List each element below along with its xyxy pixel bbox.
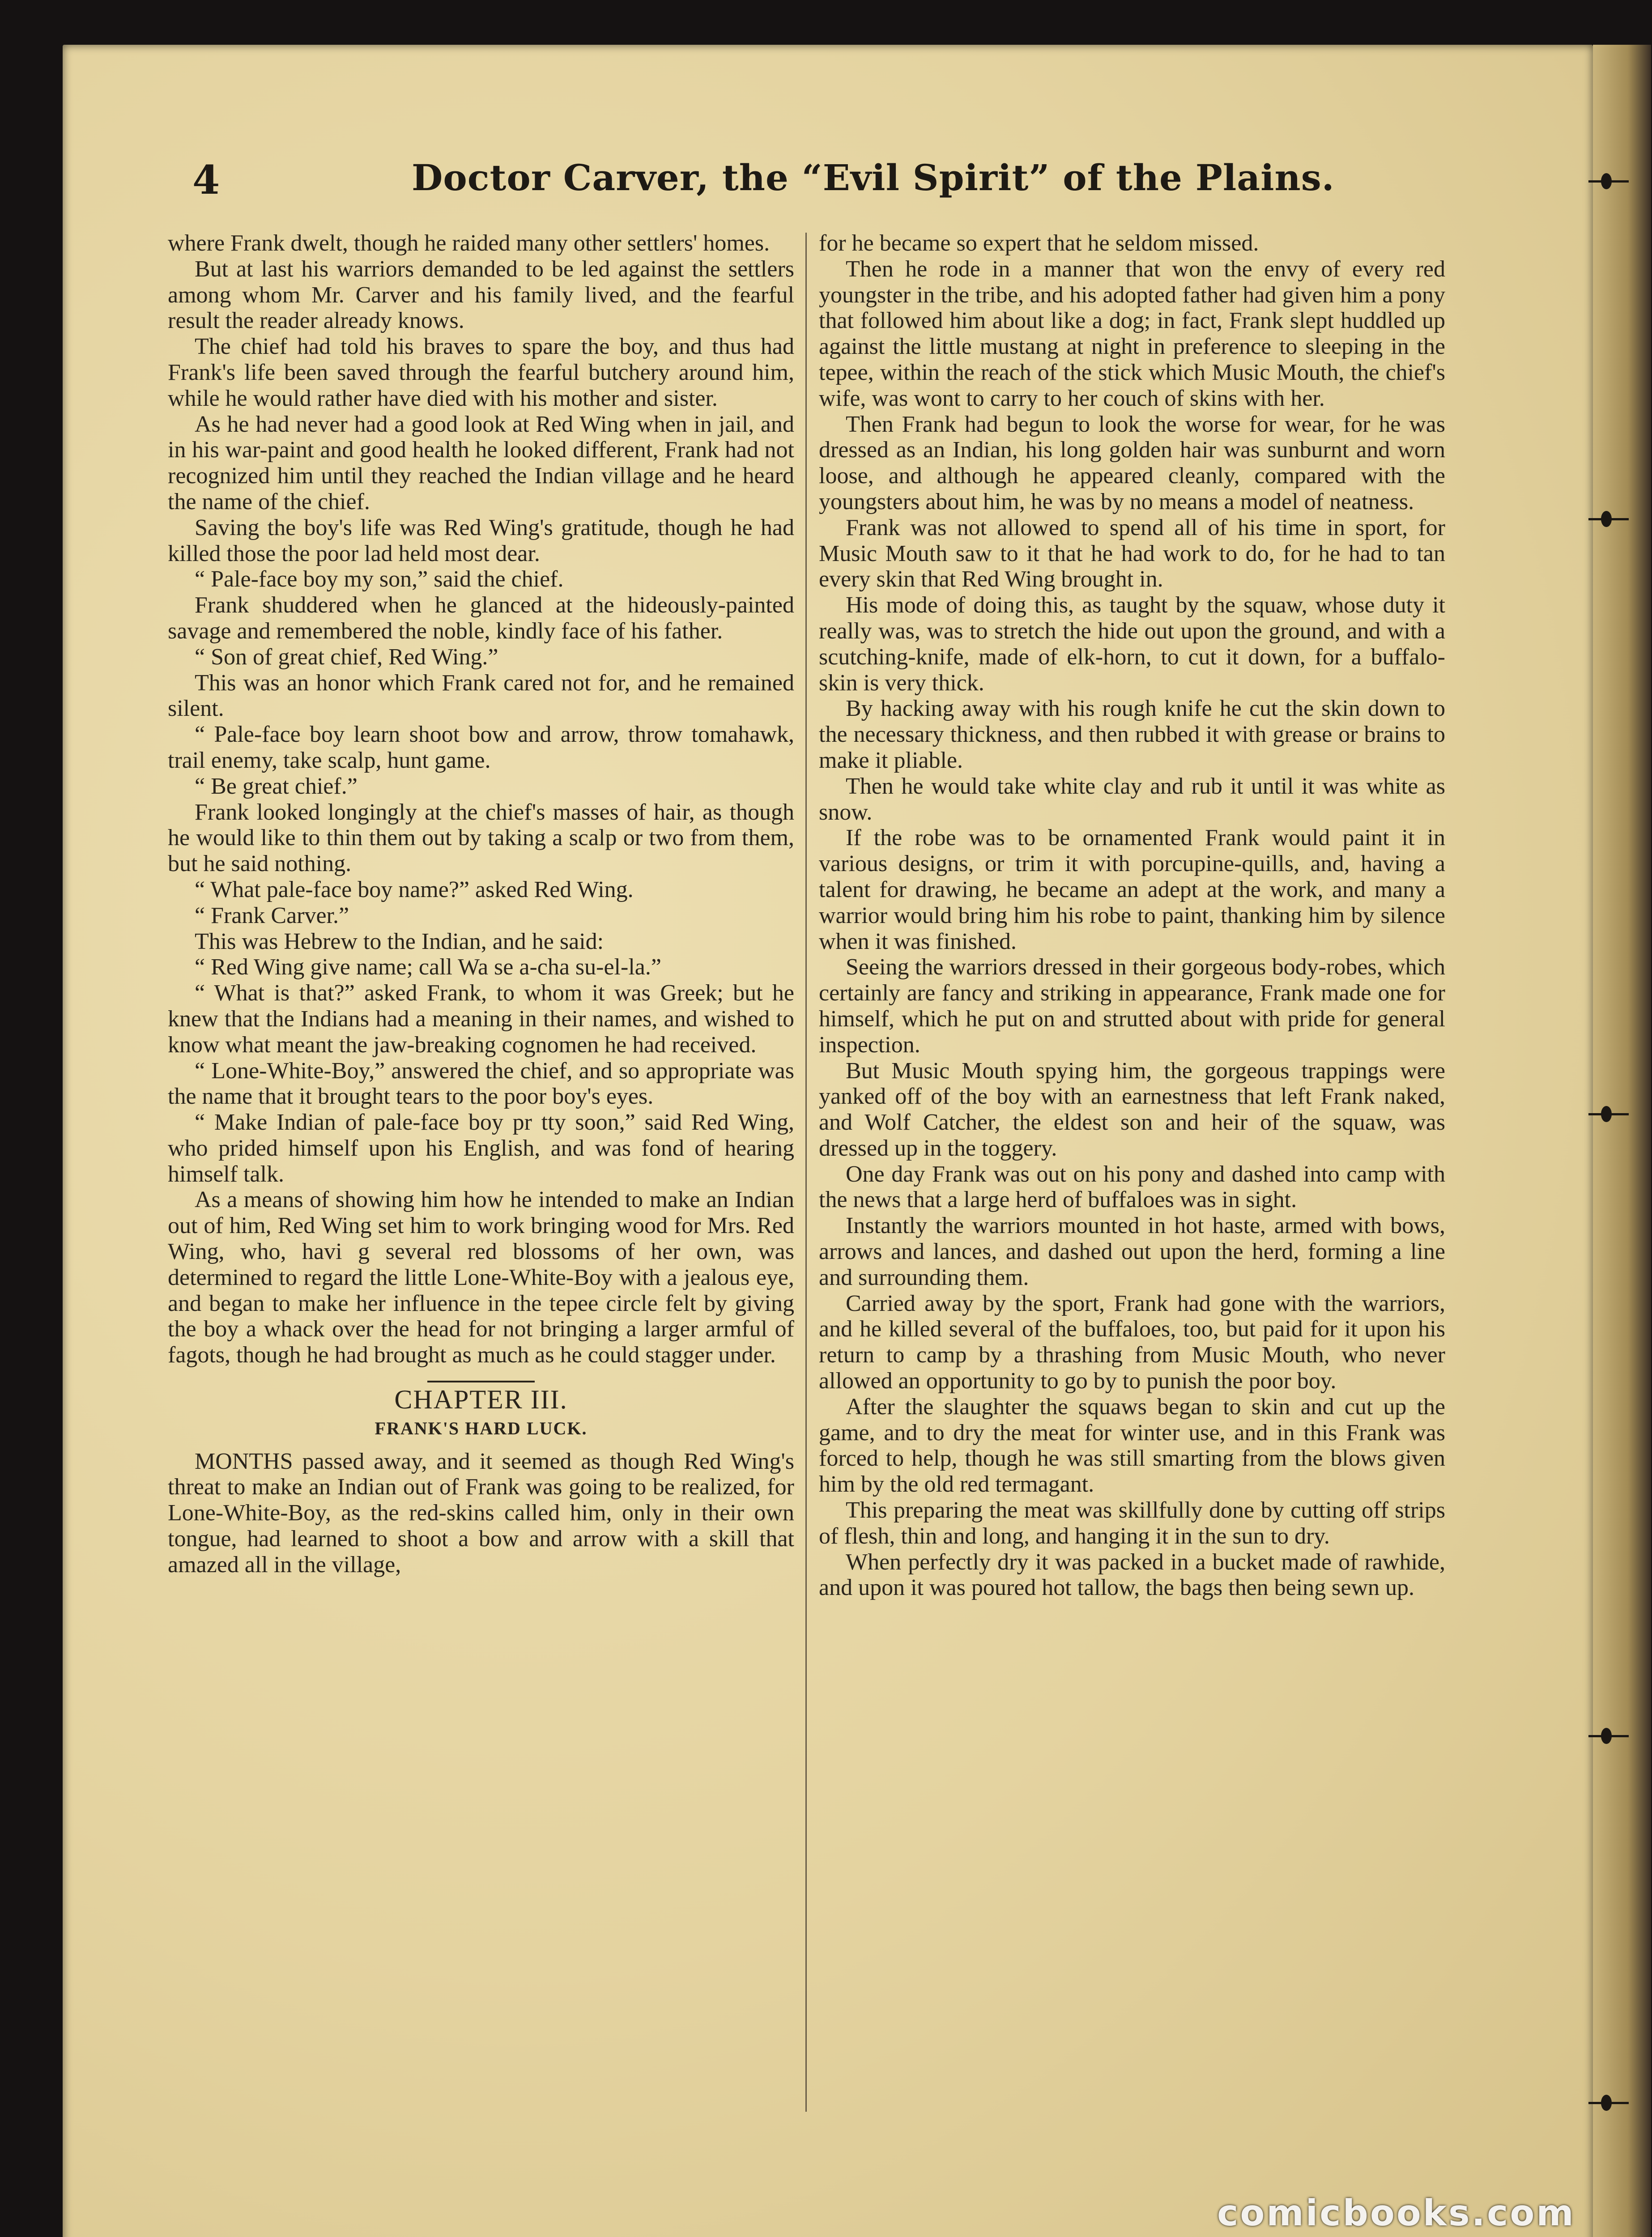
paragraph: But Music Mouth spying him, the gorgeous trappings were yanked off of the boy with an earnestness that left Frank naked, and Wolf Catcher, the eldest son and heir of the squaw, was dressed up in the toggery. xyxy=(819,1058,1445,1161)
paragraph: “ What pale-face boy name?” asked Red Wing. xyxy=(195,876,634,902)
paragraph: This preparing the meat was skillfully done by cutting off strips of flesh, thin and long, and hanging it in the sun to dry. xyxy=(819,1497,1445,1549)
paragraph: This was an honor which Frank cared not for, and he remained silent. xyxy=(168,670,794,722)
right-column xyxy=(819,230,1445,1601)
paragraph: Frank looked longingly at the chief's masses of hair, as though he would like to thin them out by taking a scalp or two from them, but he said nothing. xyxy=(168,799,794,877)
paragraph: But at last his warriors demanded to be led against the settlers among whom Mr. Carver and his family lived, and the fearful result the reader already knows. xyxy=(168,256,794,334)
binding-stitch xyxy=(1584,515,1633,523)
chapter-divider xyxy=(427,1381,535,1382)
paragraph: By hacking away with his rough knife he cut the skin down to the necessary thickness, and then rubbed it with grease or brains to make it pliable. xyxy=(819,696,1445,773)
watermark: comicbooks.com xyxy=(1217,2192,1575,2234)
paragraph: Then Frank had begun to look the worse for wear, for he was dressed as an Indian, his long golden hair was sunburnt and worn loose, and although he appeared cleanly, compared with the youngsters about him, he was by no means a model of neatness. xyxy=(819,411,1445,515)
paragraph: “ What is that?” asked Frank, to whom it was Greek; but he knew that the Indians had a meaning in their names, and wished to know what meant the jaw-breaking cognomen he had received. xyxy=(168,980,794,1058)
column-divider xyxy=(805,233,807,2112)
paragraph: “ Pale-face boy my son,” said the chief. xyxy=(195,566,564,592)
running-title: Doctor Carver, the “Evil Spirit” of the Plains. xyxy=(412,157,1335,199)
paragraph: for he became so expert that he seldom missed. xyxy=(819,230,1259,256)
paragraph: Saving the boy's life was Red Wing's gratitude, though he had killed those the poor lad held most dear. xyxy=(168,515,794,566)
paragraph: “ Red Wing give name; call Wa se a-cha su-el-la.” xyxy=(195,954,661,980)
paragraph: As he had never had a good look at Red Wing when in jail, and in his war-paint and good health he looked different, Frank had not recognized him until they reached the Indian village and he heard the name of the chief. xyxy=(168,411,794,515)
paragraph: If the robe was to be ornamented Frank would paint it in various designs, or trim it with porcupine-quills, and, having a talent for drawing, he became an adept at the work, and many a warrior would bring him his robe to paint, thanking him by silence when it was finished. xyxy=(819,825,1445,954)
paragraph: Instantly the warriors mounted in hot haste, armed with bows, arrows and lances, and dashed out upon the herd, forming a line and surrounding them. xyxy=(819,1213,1445,1290)
paragraph: One day Frank was out on his pony and dashed into camp with the news that a large herd of buffaloes was in sight. xyxy=(819,1161,1445,1213)
page-number: 4 xyxy=(192,157,220,203)
paragraph: Frank shuddered when he glanced at the hideously-painted savage and remembered the noble, kindly face of his father. xyxy=(168,592,794,644)
paragraph: Seeing the warriors dressed in their gorgeous body-robes, which certainly are fancy and striking in appearance, Frank made one for himself, which he put on and strutted about with pride for general inspection. xyxy=(819,954,1445,1058)
binding-stitch xyxy=(1584,1731,1633,1740)
paragraph: “ Frank Carver.” xyxy=(195,902,349,928)
page-edge xyxy=(1593,45,1651,2237)
paragraph: When perfectly dry it was packed in a bucket made of rawhide, and upon it was poured hot tallow, the bags then being sewn up. xyxy=(819,1549,1445,1601)
paragraph: where Frank dwelt, though he raided many other settlers' homes. xyxy=(168,230,770,256)
paragraph: “ Be great chief.” xyxy=(195,773,358,799)
chapter-heading: CHAPTER III. xyxy=(394,1385,568,1415)
binding-stitch xyxy=(1584,177,1633,186)
paragraph: “ Pale-face boy learn shoot bow and arrow, throw tomahawk, trail enemy, take scalp, hunt game. xyxy=(168,722,794,773)
paragraph: As a means of showing him how he intended to make an Indian out of him, Red Wing set him to work bringing wood for Mrs. Red Wing, who, havi g several red blossoms of her own, was determined to regard the little Lone-White-Boy with a jealous eye, and began to make her influence in the tepee circle felt by giving the boy a whack over the head for not bringing a larger armful of fagots, though he had brought as much as he could stagger under. xyxy=(168,1187,794,1368)
chapter-subtitle: FRANK'S HARD LUCK. xyxy=(375,1418,588,1438)
paragraph: “ Make Indian of pale-face boy pr tty soon,” said Red Wing, who prided himself upon his English, and was fond of hearing himself talk. xyxy=(168,1110,794,1187)
left-column xyxy=(168,230,794,1578)
paragraph: “ Lone-White-Boy,” answered the chief, and so appropriate was the name that it brought tears to the poor boy's eyes. xyxy=(168,1058,794,1110)
paragraph: This was Hebrew to the Indian, and he said: xyxy=(195,928,604,954)
paragraph: The chief had told his braves to spare the boy, and thus had Frank's life been saved through the fearful butchery around him, while he would rather have died with his mother and sister. xyxy=(168,334,794,411)
paragraph: His mode of doing this, as taught by the squaw, whose duty it really was, was to stretch the hide out upon the ground, and with a scutching-knife, made of elk-horn, to cut it down, for a buffalo-skin is very thick. xyxy=(819,592,1445,696)
binding-stitch xyxy=(1584,2098,1633,2107)
paragraph: MONTHS passed away, and it seemed as though Red Wing's threat to make an Indian out of Frank was going to be realized, for Lone-White-Boy, as the red-skins called him, only in their own tongue, had learned to shoot a bow and arrow with a skill that amazed all in the village, xyxy=(168,1448,794,1578)
paragraph: “ Son of great chief, Red Wing.” xyxy=(195,644,498,670)
paragraph: Then he rode in a manner that won the envy of every red youngster in the tribe, and his adopted father had given him a pony that followed him about like a dog; in fact, Frank slept huddled up against the little mustang at night in preference to sleeping in the tepee, within the reach of the stick which Music Mouth, the chief's wife, was wont to carry to her couch of skins with her. xyxy=(819,256,1445,411)
binding-stitch xyxy=(1584,1110,1633,1118)
paragraph: Carried away by the sport, Frank had gone with the warriors, and he killed several of the buffaloes, too, but paid for it upon his return to camp by a thrashing from Music Mouth, who never allowed an opportunity to go by to punish the poor boy. xyxy=(819,1290,1445,1394)
paragraph: Frank was not allowed to spend all of his time in sport, for Music Mouth saw to it that he had work to do, for he had to tan every skin that Red Wing brought in. xyxy=(819,515,1445,592)
paragraph: After the slaughter the squaws began to skin and cut up the game, and to dry the meat for winter use, and in this Frank was forced to help, though he was still smarting from the blows given him by the old red termagant. xyxy=(819,1394,1445,1497)
paragraph: Then he would take white clay and rub it until it was white as snow. xyxy=(819,773,1445,825)
